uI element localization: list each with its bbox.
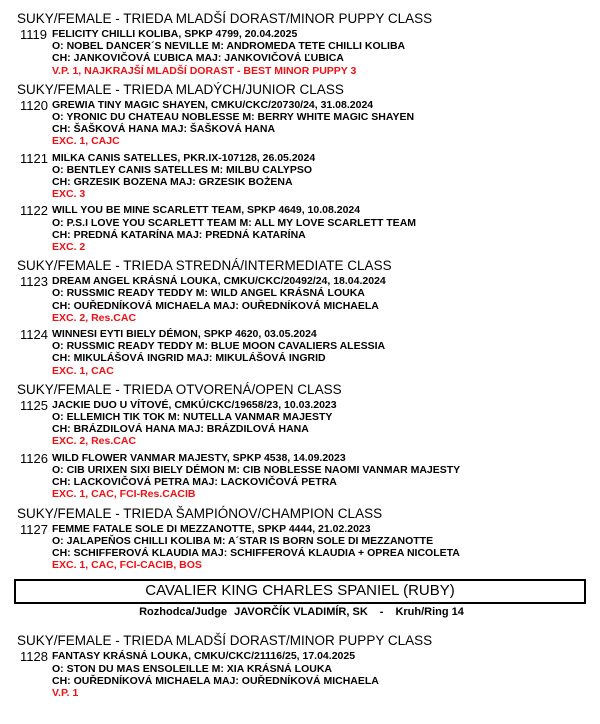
class-header: SUKY/FEMALE - TRIEDA MLADŠÍ DORAST/MINOR PUPPY CLASS xyxy=(17,633,433,649)
parents-line: O: STON DU MAS ENSOLEILLE M: XIA KRÁSNÁ LOUKA xyxy=(52,662,333,675)
result-line: EXC. 1, CAC, FCI-CACIB, BOS xyxy=(52,559,202,572)
catalog-entry xyxy=(17,99,586,148)
entry-number: 1120 xyxy=(20,97,48,113)
catalog-entry xyxy=(17,28,586,77)
catalog-entry xyxy=(17,523,586,572)
result-line: EXC. 3 xyxy=(52,188,86,201)
entry-details xyxy=(52,99,414,148)
entry-number: 1119 xyxy=(20,27,47,42)
dog-name-line: DREAM ANGEL KRÁSNÁ LOUKA, CMKU/CKC/20492/24, 18.04.2024 xyxy=(52,275,386,288)
entry-number: 1128 xyxy=(20,649,48,665)
result-line: V.P. 1 xyxy=(52,686,79,699)
judge-name: JAVORČÍK VLADIMÍR, SK xyxy=(234,606,368,619)
catalog-entry xyxy=(17,328,586,377)
breeder-owner-line: CH: ŠAŠKOVÁ HANA MAJ: ŠAŠKOVÁ HANA xyxy=(52,123,276,136)
class-section xyxy=(17,11,586,77)
result-line: EXC. 1, CAC xyxy=(52,364,114,377)
dog-name-line: WILL YOU BE MINE SCARLETT TEAM, SPKP 4649, 10.08.2024 xyxy=(52,204,361,217)
catalog-entry xyxy=(17,650,586,699)
breeder-owner-line: CH: OUŘEDNÍKOVÁ MICHAELA MAJ: OUŘEDNÍKOVÁ MICHAELA xyxy=(52,674,379,687)
result-line: V.P. 1, NAJKRAJŠÍ MLADŠÍ DORAST - BEST MINOR PUPPY 3 xyxy=(52,64,357,77)
breed-title-box xyxy=(14,579,586,604)
breeder-owner-line: CH: SCHIFFEROVÁ KLAUDIA MAJ: SCHIFFEROVÁ KLAUDIA + OPREA NICOLETA xyxy=(52,546,460,559)
class-section xyxy=(17,633,586,699)
breeder-owner-line: CH: JANKOVIČOVÁ ĽUBICA MAJ: JANKOVIČOVÁ ĽUBICA xyxy=(52,52,344,65)
dog-name-line: GREWIA TINY MAGIC SHAYEN, CMKU/CKC/20730/24, 31.08.2024 xyxy=(52,98,374,111)
entry-details xyxy=(52,523,460,572)
dog-name-line: WINNESI EYTI BIELY DÉMON, SPKP 4620, 03.05.2024 xyxy=(52,328,317,341)
catalog-entry xyxy=(17,204,586,253)
entry-details xyxy=(52,28,405,77)
parents-line: O: ELLEMICH TIK TOK M: NUTELLA VANMAR MAJESTY xyxy=(52,411,333,424)
class-section xyxy=(17,82,586,253)
result-line: EXC. 2 xyxy=(52,241,86,254)
class-section xyxy=(17,506,586,572)
class-header: SUKY/FEMALE - TRIEDA MLADŠÍ DORAST/MINOR PUPPY CLASS xyxy=(17,11,433,26)
catalog-entry xyxy=(17,452,586,501)
entry-number: 1124 xyxy=(20,327,48,343)
breeder-owner-line: CH: OUŘEDNÍKOVÁ MICHAELA MAJ: OUŘEDNÍKOVÁ MICHAELA xyxy=(52,299,379,312)
result-line: EXC. 1, CAC, FCI-Res.CACIB xyxy=(52,488,196,501)
entry-details xyxy=(52,204,416,253)
result-line: EXC. 2, Res.CAC xyxy=(52,311,137,324)
dash-separator: - xyxy=(379,606,384,619)
entry-number: 1127 xyxy=(20,521,48,537)
entry-number: 1123 xyxy=(20,274,48,290)
entry-details xyxy=(52,399,337,448)
class-header: SUKY/FEMALE - TRIEDA OTVORENÁ/OPEN CLASS xyxy=(17,381,342,397)
entry-number: 1121 xyxy=(20,150,48,166)
class-header: SUKY/FEMALE - TRIEDA MLADÝCH/JUNIOR CLASS xyxy=(17,81,344,97)
breeder-owner-line: CH: BRÁZDILOVÁ HANA MAJ: BRÁZDILOVÁ HANA xyxy=(52,423,309,436)
catalog-entry xyxy=(17,399,586,448)
entry-details xyxy=(52,452,460,501)
result-line: EXC. 2, Res.CAC xyxy=(52,435,137,448)
parents-line: O: CIB URIXEN SIXI BIELY DÉMON M: CIB NOBLESSE NAOMI VANMAR MAJESTY xyxy=(52,463,461,476)
dog-name-line: JACKIE DUO U VÍTOVÉ, CMKÚ/CKC/19658/23, 10.03.2023 xyxy=(52,398,337,411)
breed-title: CAVALIER KING CHARLES SPANIEL (RUBY) xyxy=(145,582,455,600)
dog-name-line: FEMME FATALE SOLE DI MEZZANOTTE, SPKP 4444, 21.02.2023 xyxy=(52,522,371,535)
entry-number: 1122 xyxy=(20,203,48,219)
class-section xyxy=(17,382,586,501)
parents-line: O: RUSSMIC READY TEDDY M: WILD ANGEL KRÁSNÁ LOUKA xyxy=(52,287,365,300)
parents-line: O: BENTLEY CANIS SATELLES M: MILBU CALYPSO xyxy=(52,163,312,176)
catalog-entry xyxy=(17,152,586,201)
ring-number: Kruh/Ring 14 xyxy=(395,606,464,619)
parents-line: O: JALAPEŇOS CHILLI KOLIBA M: A´STAR IS BORN SOLE DI MEZZANOTTE xyxy=(52,534,434,547)
entry-details xyxy=(52,152,315,201)
parents-line: O: P.S.I LOVE YOU SCARLETT TEAM M: ALL MY LOVE SCARLETT TEAM xyxy=(52,216,417,229)
judge-label: Rozhodca/Judge xyxy=(139,606,228,619)
parents-line: O: RUSSMIC READY TEDDY M: BLUE MOON CAVALIERS ALESSIA xyxy=(52,340,386,353)
breeder-owner-line: CH: GRZESIK BOZENA MAJ: GRZESIK BOŻENA xyxy=(52,176,293,189)
class-section xyxy=(17,258,586,377)
catalog-entry xyxy=(17,275,586,324)
dog-name-line: FELICITY CHILLI KOLIBA, SPKP 4799, 20.04.2025 xyxy=(52,28,298,40)
result-line: EXC. 1, CAJC xyxy=(52,135,120,148)
breeder-owner-line: CH: MIKULÁŠOVÁ INGRID MAJ: MIKULÁŠOVÁ INGRID xyxy=(52,352,326,365)
parents-line: O: NOBEL DANCER´S NEVILLE M: ANDROMEDA TETE CHILLI KOLIBA xyxy=(52,40,406,53)
parents-line: O: YRONIC DU CHATEAU NOBLESSE M: BERRY WHITE MAGIC SHAYEN xyxy=(52,111,415,124)
dog-name-line: WILD FLOWER VANMAR MAJESTY, SPKP 4538, 14.09.2023 xyxy=(52,451,346,464)
class-header: SUKY/FEMALE - TRIEDA STREDNÁ/INTERMEDIATE CLASS xyxy=(17,258,392,274)
breeder-owner-line: CH: PREDNÁ KATARÍNA MAJ: PREDNÁ KATARÍNA xyxy=(52,228,306,241)
entry-details xyxy=(52,275,386,324)
dog-name-line: FANTASY KRÁSNÁ LOUKA, CMKU/CKC/21116/25, 17.04.2025 xyxy=(52,650,356,663)
dog-name-line: MILKA CANIS SATELLES, PKR.IX-107128, 26.05.2024 xyxy=(52,151,316,164)
class-header: SUKY/FEMALE - TRIEDA ŠAMPIÓNOV/CHAMPION CLASS xyxy=(17,505,383,521)
entry-number: 1126 xyxy=(20,450,48,466)
breeder-owner-line: CH: LACKOVIČOVÁ PETRA MAJ: LACKOVIČOVÁ PETRA xyxy=(52,476,337,489)
entry-details xyxy=(52,328,385,377)
entry-number: 1125 xyxy=(20,397,48,413)
judge-line xyxy=(17,606,586,619)
entry-details xyxy=(52,650,379,699)
